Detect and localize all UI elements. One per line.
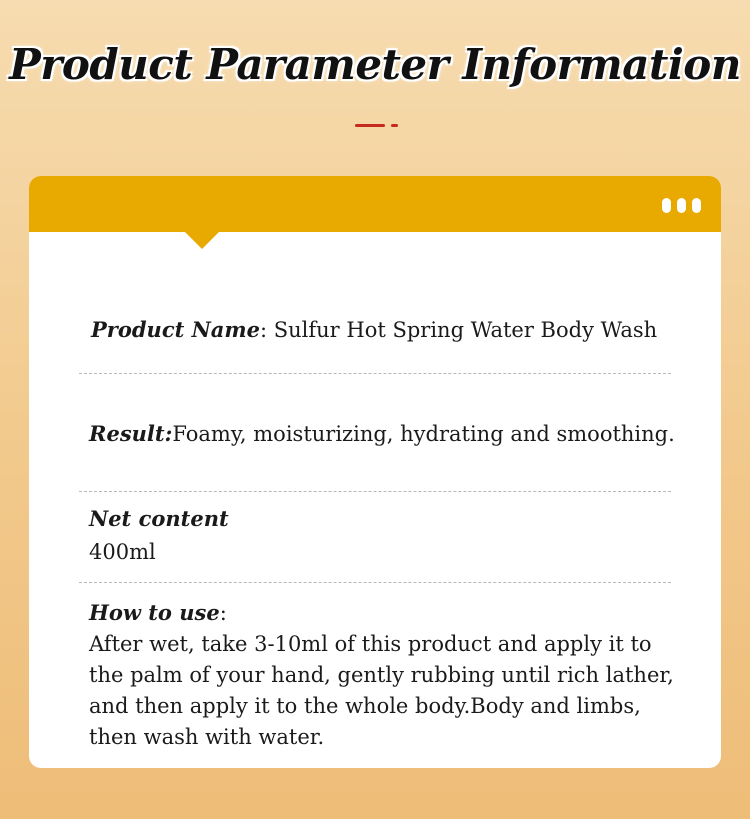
divider: [79, 582, 671, 583]
product-name-separator: :: [260, 318, 268, 342]
title-underline-dot: [391, 124, 398, 127]
net-content-row: [89, 503, 679, 568]
how-to-use-row: [89, 597, 679, 753]
result-value: Foamy, moisturizing, hydrating and smoothing.: [172, 422, 675, 446]
how-to-use-label: How to use: [89, 600, 220, 625]
product-name-label: Product Name: [91, 317, 260, 342]
divider: [79, 373, 671, 374]
how-to-use-value: After wet, take 3-10ml of this product and apply it to the palm of your hand, gently rubbing until rich lather, and then apply it to the whole body.Body and limbs, then wash with water.: [89, 632, 674, 749]
result-label: Result:: [89, 421, 173, 446]
product-name-value: Sulfur Hot Spring Water Body Wash: [267, 318, 658, 342]
divider: [79, 491, 671, 492]
title-underline: [355, 124, 385, 127]
dot: [692, 198, 701, 213]
more-dots-icon: [662, 198, 701, 213]
how-to-use-separator: :: [219, 601, 227, 625]
net-content-label: Net content: [89, 506, 229, 531]
dot: [662, 198, 671, 213]
header-notch: [184, 231, 220, 249]
result-row: [89, 418, 679, 450]
info-card: [29, 176, 721, 768]
product-name-row: [91, 314, 681, 346]
card-header: [29, 176, 721, 232]
net-content-value: 400ml: [89, 540, 156, 564]
dot: [677, 198, 686, 213]
page-title: Product Parameter Information: [9, 40, 741, 89]
